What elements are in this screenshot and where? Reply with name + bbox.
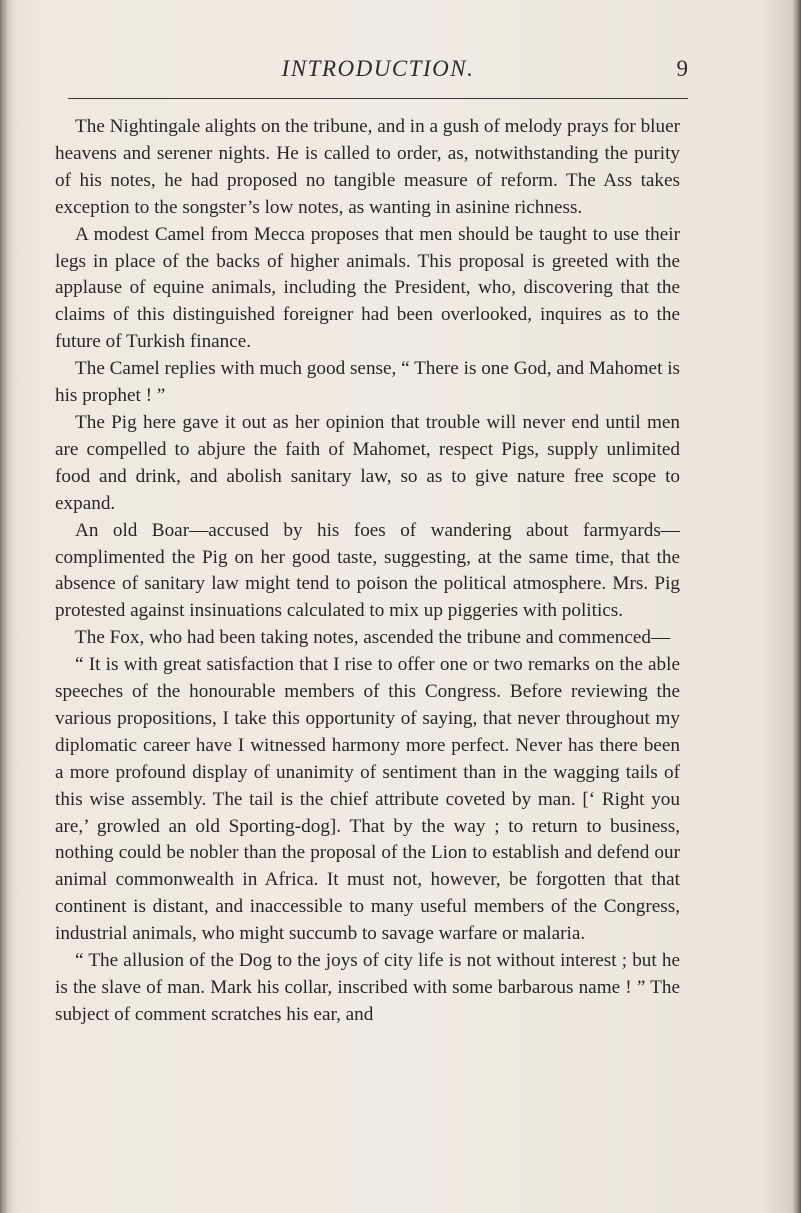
page-edge-shadow [793,0,801,1213]
paragraph: “ It is with great satisfaction that I rise to offer one or two remarks on the able speeches of the honourable members of this Congress. Before reviewing the various propositions, I take this opportunity of saying, that never throughout my diplomatic career have I witnessed harmony more perfect. Never has there been a more profound display of unanimity of sentiment than in the wagging tails of this wise assembly. The tail is the chief attribute coveted by man. [‘ Right you are,’ growled an old Sporting-dog]. That by the way ; to return to business, nothing could be nobler than the proposal of the Lion to establish and defend our animal commonwealth in Africa. It must not, however, be forgotten that that continent is distant, and inaccessible to many useful members of the Congress, industrial animals, who might succumb to savage warfare or malaria. [55,654,680,945]
paragraph: The Nightingale alights on the tribune, and in a gush of melody prays for bluer heavens and serener nights. He is called to order, as, notwithstanding the purity of his notes, he had proposed no tangible measure of reform. The Ass takes exception to the songster’s low notes, as wanting in asinine richness. [55,116,680,218]
paragraph: The Camel replies with much good sense, “ There is one God, and Mahomet is his prophet ! ” [55,358,680,407]
paragraph: An old Boar—accused by his foes of wandering about farmyards—complimented the Pig on her good taste, suggesting, at the same time, that the absence of sanitary law might tend to poison the political atmosphere. Mrs. Pig protested against insinuations calculated to mix up piggeries with politics. [55,519,680,622]
paragraph: “ The allusion of the Dog to the joys of city life is not without interest ; but he is the slave of man. Mark his collar, inscribed with some barbarous name ! ” The subject of comment scratches his ear, and [55,950,680,1025]
page-binding-shadow [0,0,14,1213]
running-head: INTRODUCTION. [281,56,475,81]
page-number: 9 [676,56,688,81]
header-rule [68,98,688,99]
paragraph: The Fox, who had been taking notes, ascended the tribune and commenced— [75,627,671,649]
body-text [55,114,680,1029]
paragraph: The Pig here gave it out as her opinion that trouble will never end until men are compelled to abjure the faith of Mahomet, respect Pigs, supply unlimited food and drink, and abolish sanitary law, so as to give nature free scope to expand. [55,411,680,514]
paragraph: A modest Camel from Mecca proposes that men should be taught to use their legs in place of the backs of higher animals. This proposal is greeted with the applause of equine animals, including the President, who, discovering that the claims of this distinguished foreigner had been overlooked, inquires as to the future of Turkish finance. [55,223,680,353]
page-header [68,56,688,88]
